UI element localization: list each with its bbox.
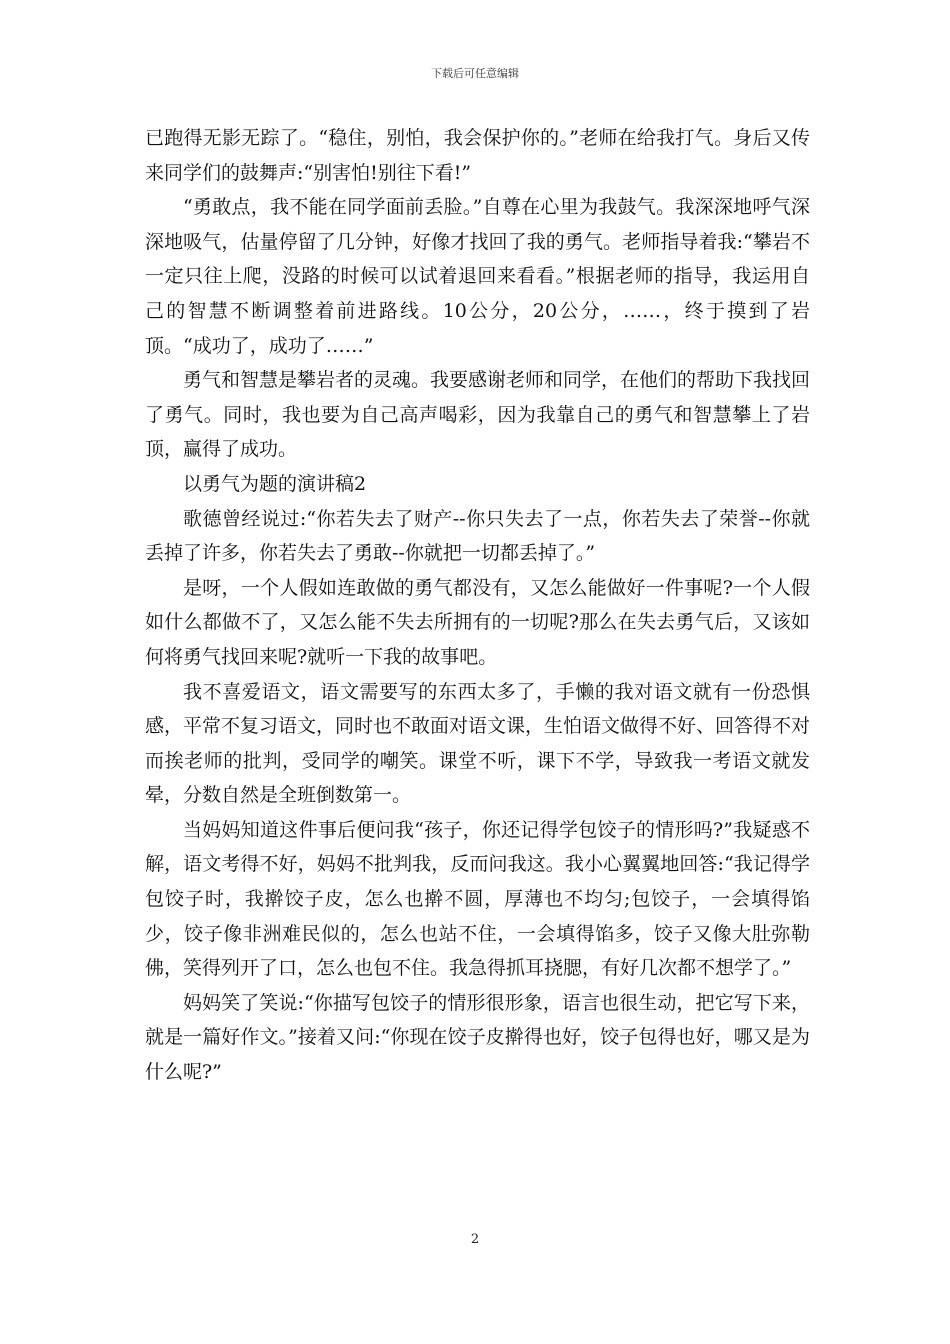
document-body	[145, 121, 810, 1090]
page-number: 2	[470, 1232, 480, 1247]
paragraph: 我不喜爱语文，语文需要写的东西太多了，手懒的我对语文就有一份恐惧感，平常不复习语文，同时也不敢面对语文课，生怕语文做得不好、回答得不对而挨老师的批判，受同学的嘲笑。课堂不听，课下不学，导致我一考语文就发晕，分数自然是全班倒数第一。	[145, 680, 811, 807]
paragraph: “勇敢点，我不能在同学面前丢脸。”自尊在心里为我鼓气。我深深地呼气深深地吸气，估量停留了几分钟，好像才找回了我的勇气。老师指导着我:“攀岩不一定只往上爬，没路的时候可以试着退回来看看。”根据老师的指导，我运用自己的智慧不断调整着前进路线。10公分，20公分，……，终于摸到了岩顶。“成功了，成功了……”	[145, 196, 810, 357]
paragraph: 妈妈笑了笑说:“你描写包饺子的情形很形象，语言也很生动，把它写下来，就是一篇好作文。”接着又问:“你现在饺子皮擀得也好，饺子包得也好，哪又是为什么呢?”	[145, 991, 810, 1084]
paragraph: 当妈妈知道这件事后便问我“孩子，你还记得学包饺子的情形吗?”我疑惑不解，语文考得不好，妈妈不批判我，反而问我这。我小心翼翼地回答:“我记得学包饺子时，我擀饺子皮，怎么也擀不圆，厚薄也不均匀;包饺子，一会填得馅少，饺子像非洲难民似的，怎么也站不住，一会填得馅多，饺子又像大肚弥勒佛，笑得列开了口，怎么也包不住。我急得抓耳挠腮，有好几次都不想学了。”	[145, 818, 810, 980]
paragraph: 已跑得无影无踪了。“稳住，别怕，我会保护你的。”老师在给我打气。身后又传来同学们的鼓舞声:“别害怕!别往下看!”	[145, 127, 810, 184]
paragraph: 是呀，一个人假如连敢做的勇气都没有，又怎么能做好一件事呢?一个人假如什么都做不了，又怎么能不失去所拥有的一切呢?那么在失去勇气后，又该如何将勇气找回来呢?就听一下我的故事吧。	[145, 576, 810, 668]
paragraph: 勇气和智慧是攀岩者的灵魂。我要感谢老师和同学，在他们的帮助下我找回了勇气。同时，我也要为自己高声喝彩，因为我靠自己的勇气和智慧攀上了岩顶，赢得了成功。	[145, 369, 811, 461]
paragraph: 歌德曾经说过:“你若失去了财产--你只失去了一点，你若失去了荣誉--你就丢掉了许多，你若失去了勇敢--你就把一切都丢掉了。”	[145, 507, 810, 565]
page-header: 下载后可任意编辑	[431, 67, 519, 80]
section-title: 以勇气为题的演讲稿2	[183, 472, 367, 495]
